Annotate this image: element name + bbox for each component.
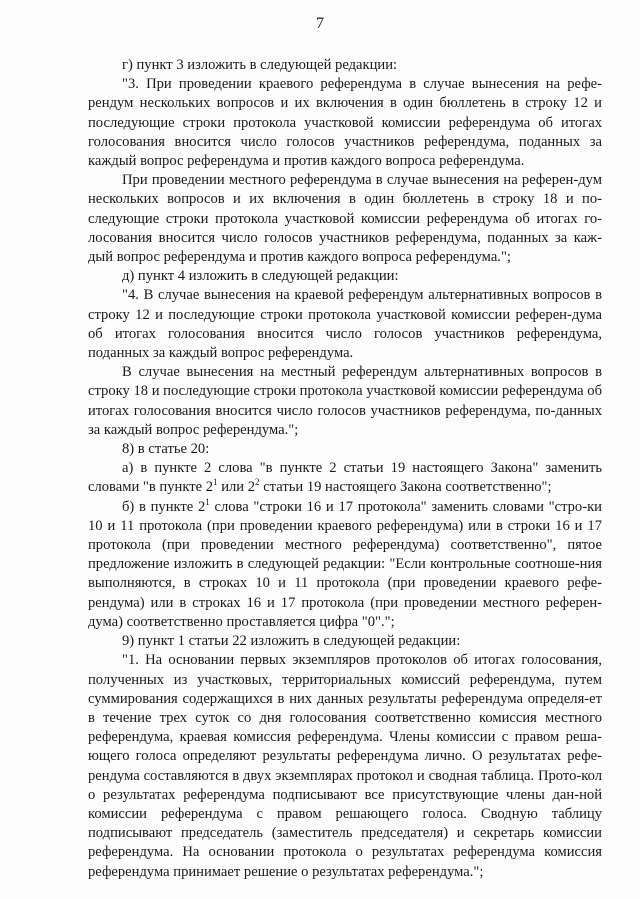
paragraph-text: слова "строки 16 и 17 протокола" заменить словами "стро-ки 10 и 11 протокола (при проведении краевого референдума) или в строки 16 и 17 протокола (при проведении местного референдума) соответственно", пятое предложение изложить в следующей редакции: "Если контрольные соотноше-ния выполняются, в строках 10 и 11 протокола (при проведении краевого рефе-рендума) или в строках 16 и 17 протокола (при проведении местного референ-дума) соответственно проставляется цифра "0"."; [88,498,602,630]
paragraph [88,267,602,286]
paragraph-text: 8) в статье 20: [122,441,210,458]
paragraph [88,75,602,171]
superscript: 2 [255,477,260,488]
paragraph [88,440,602,459]
paragraph-text: "1. На основании первых экземпляров протоколов об итогах голосования, полученных из участковых, территориальных комиссий референдума, путем суммирования содержащихся в них данных результаты референдума определя-ет в течение трех суток со дня голосования соответственно комиссия местного референдума, краевая комиссия референдума. Члены комиссии с правом реша-ющего голоса определяют результаты референдума лично. О результатах рефе-рендума составляются в двух экземплярах протокол и сводная таблица. Прото-кол о результатах референдума подписывают все присутствующие члены дан-ной комиссии референдума с правом решающего голоса. Сводную таблицу подписывают председатель (заместитель председателя) и секретарь комиссии референдума. На основании протокола о результатах референдума комиссия референдума принимает решение о результатах референдума."; [88,652,602,880]
paragraph-text: В случае вынесения на местный референдум альтернативных вопросов в строку 18 и последующие строки протокола участковой комиссии референдума об итогах голосования вносится число голосов участников референдума, по-данных за каждый вопрос референдума."; [88,364,602,438]
paragraph [88,459,602,497]
document-body [88,56,602,882]
paragraph-text: 9) пункт 1 статьи 22 изложить в следующей редакции: [122,633,461,650]
superscript: 1 [213,477,218,488]
paragraph [88,651,602,881]
paragraph-text: а) в пункте 2 слова "в пункте 2 статьи 19 настоящего Закона" заменить словами "в пункте 2 [88,460,602,496]
paragraph-text: д) пункт 4 изложить в следующей редакции: [122,268,399,285]
paragraph [88,632,602,651]
paragraph [88,363,602,440]
paragraph-text: "3. При проведении краевого референдума в случае вынесения на рефе-рендум нескольких вопросов и их включения в один бюллетень в строку 12 и последующие строки протокола участковой комиссии референдума об итогах голосования вносится число голосов участников референдума, поданных за каждый вопрос референдума и против каждого вопроса референдума. [88,76,602,170]
page-number: 7 [316,15,324,32]
paragraph [88,171,602,267]
paragraph-text: г) пункт 3 изложить в следующей редакции: [122,57,398,73]
paragraph [88,56,602,75]
superscript: 1 [205,496,210,507]
paragraph [88,498,602,632]
paragraph-text: или 2 [217,479,256,496]
paragraph-text: статьи 19 настоящего Закона соответственно"; [259,479,552,496]
paragraph-text: "4. В случае вынесения на краевой референдум альтернативных вопросов в строку 12 и последующие строки протокола участковой комиссии референ-дума об итогах голосования вносится число голосов участников референдума, поданных за каждый вопрос референдума. [88,287,602,362]
paragraph [88,286,602,363]
paragraph-text: При проведении местного референдума в случае вынесения на референ-дум нескольких вопросов и их включения в один бюллетень в строку 18 и по-следующие строки протокола участковой комиссии референдума об итогах го-лосования вносится число голосов участников референдума, поданных за каж-дый вопрос референдума и против каждого вопроса референдума."; [88,172,602,266]
paragraph-text: б) в пункте 2 [122,498,206,515]
